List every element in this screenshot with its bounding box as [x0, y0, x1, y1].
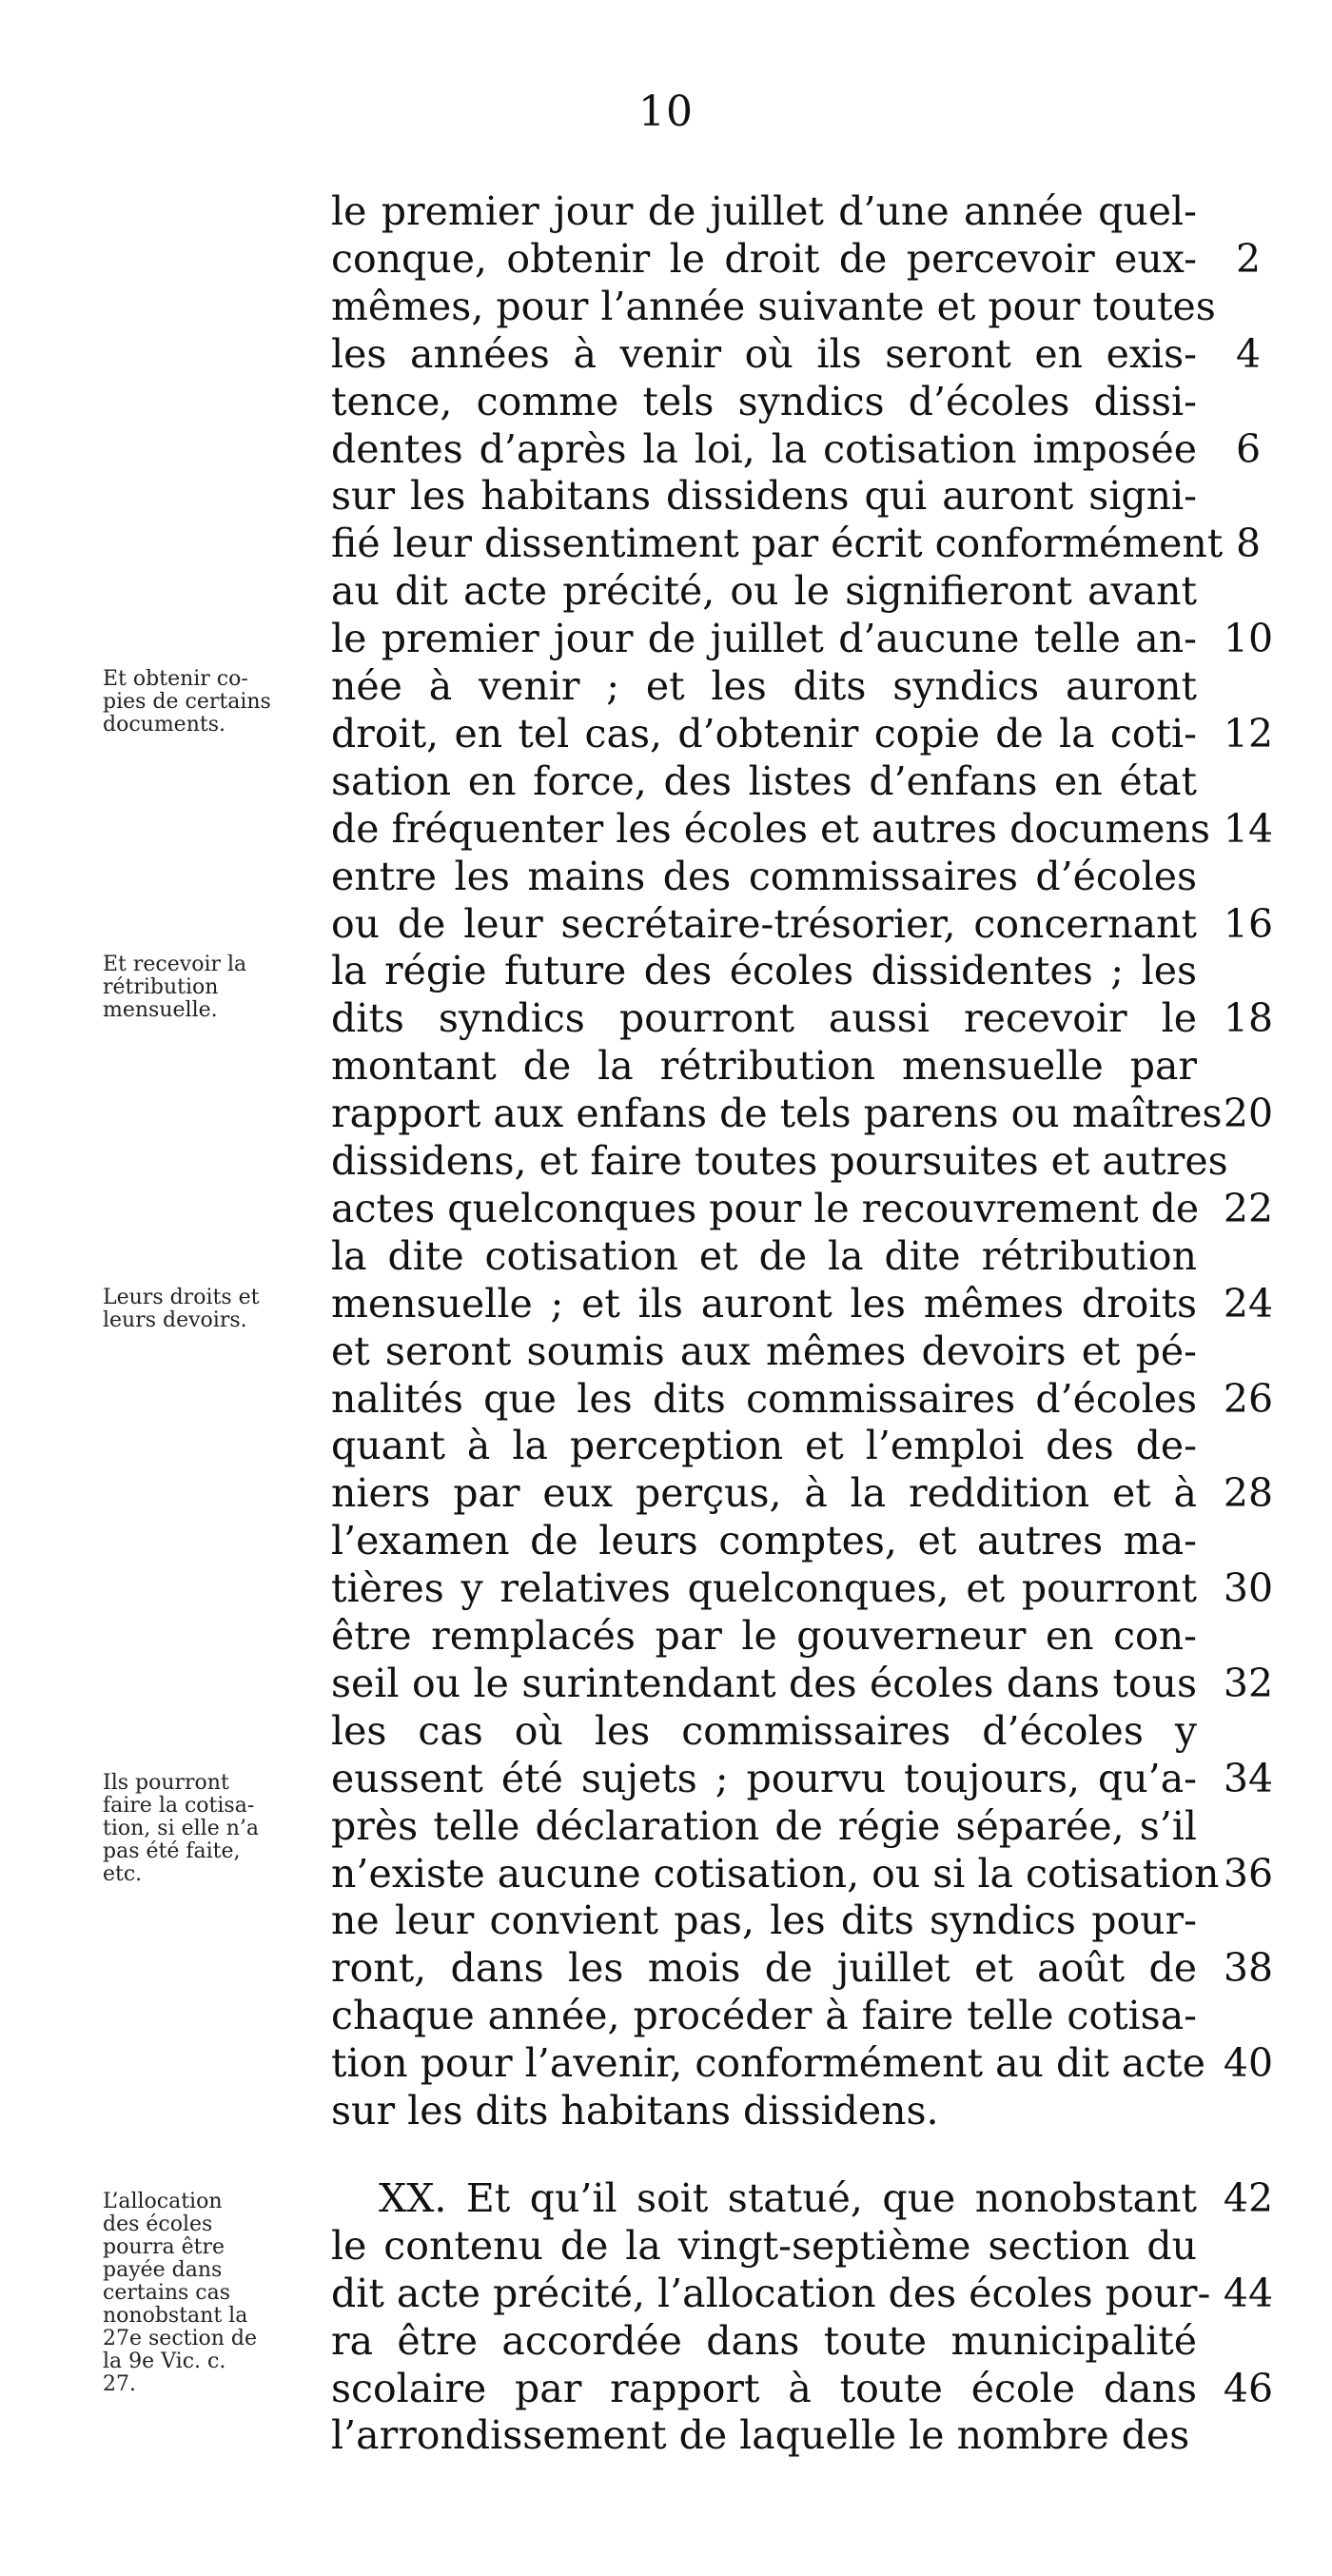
margin-note-line: pourra être — [103, 2235, 225, 2259]
margin-note-line: 27. — [103, 2372, 136, 2396]
margin-note-line: pies de certains — [103, 690, 271, 714]
line-number: 18 — [1223, 995, 1274, 1042]
text-line: de fréquenter les écoles et autres documens — [331, 805, 1211, 852]
text-line: eussent été sujets ; pourvu toujours, qu’a- — [331, 1755, 1197, 1801]
text-line: le premier jour de juillet d’aucune telle an- — [331, 616, 1197, 662]
text-line: rapport aux enfans de tels parens ou maîtres — [331, 1091, 1223, 1137]
margin-note — [103, 668, 317, 737]
text-line: être remplacés par le gouverneur en con- — [331, 1613, 1197, 1659]
line-number: 8 — [1235, 521, 1262, 567]
text-line: mêmes, pour l’année suivante et pour toutes — [331, 283, 1216, 329]
margin-note-line: tion, si elle n’a — [103, 1817, 259, 1840]
text-line: dits syndics pourront aussi recevoir le — [331, 995, 1197, 1042]
line-number: 40 — [1223, 2040, 1274, 2087]
margin-note-line: documents. — [103, 713, 225, 737]
text-line: droit, en tel cas, d’obtenir copie de la coti- — [331, 710, 1197, 757]
line-number: 22 — [1223, 1185, 1274, 1231]
line-number: 30 — [1223, 1565, 1274, 1612]
margin-note-line: leurs devoirs. — [103, 1308, 247, 1332]
text-line: sation en force, des listes d’enfans en état — [331, 757, 1197, 804]
line-number: 38 — [1223, 1945, 1274, 1992]
margin-note-line: la 9e Vic. c. — [103, 2350, 226, 2373]
text-line: née à venir ; et les dits syndics auront — [331, 663, 1197, 709]
text-line: ne leur convient pas, les dits syndics pour- — [331, 1898, 1197, 1944]
text-line: conque, obtenir le droit de percevoir eux- — [331, 235, 1197, 282]
margin-note-line: payée dans — [103, 2258, 223, 2282]
text-line: dentes d’après la loi, la cotisation imposée — [331, 425, 1197, 472]
text-line: dissidens, et faire toutes poursuites et autres — [331, 1138, 1228, 1184]
text-line: tence, comme tels syndics d’écoles dissi- — [331, 378, 1197, 424]
text-line: niers par eux perçus, à la reddition et à — [331, 1470, 1197, 1517]
text-line: n’existe aucune cotisation, ou si la cotisation — [331, 1850, 1220, 1897]
margin-note-line: Et recevoir la — [103, 953, 247, 976]
text-line: l’arrondissement de laquelle le nombre des — [331, 2412, 1190, 2459]
margin-note-line: faire la cotisa- — [103, 1794, 255, 1818]
margin-note — [103, 954, 317, 1022]
line-number: 28 — [1223, 1470, 1274, 1517]
text-line: nalités que les dits commissaires d’écoles — [331, 1375, 1197, 1422]
line-number: 42 — [1223, 2174, 1274, 2221]
text-line: entre les mains des commissaires d’écoles — [331, 853, 1197, 899]
text-line: sur les habitans dissidens qui auront signi- — [331, 473, 1197, 520]
line-number: 46 — [1223, 2365, 1274, 2411]
margin-note — [103, 1287, 317, 1332]
line-number: 2 — [1235, 235, 1262, 282]
text-line: l’examen de leurs comptes, et autres ma- — [331, 1518, 1197, 1564]
line-number: 6 — [1235, 425, 1262, 472]
text-line: XX. Et qu’il soit statué, que nonobstant — [379, 2174, 1197, 2221]
text-line: scolaire par rapport à toute école dans — [331, 2365, 1197, 2411]
line-number: 44 — [1223, 2270, 1274, 2316]
text-line: sur les dits habitans dissidens. — [331, 2088, 939, 2134]
margin-note-line: Et obtenir co- — [103, 667, 248, 691]
text-line: tion pour l’avenir, conformément au dit acte — [331, 2040, 1205, 2087]
margin-note-line: mensuelle. — [103, 998, 218, 1022]
margin-note-line: nonobstant la — [103, 2304, 248, 2328]
margin-note-line: pas été faite, — [103, 1839, 241, 1863]
margin-note-line: 27e section de — [103, 2327, 258, 2350]
text-line: mensuelle ; et ils auront les mêmes droits — [331, 1280, 1197, 1327]
line-number: 36 — [1223, 1850, 1274, 1897]
text-line: dit acte précité, l’allocation des écoles pour- — [331, 2270, 1211, 2316]
line-number: 16 — [1223, 900, 1274, 947]
text-line: ou de leur secrétaire-trésorier, concernant — [331, 900, 1197, 947]
text-line: les années à venir où ils seront en exis- — [331, 330, 1197, 377]
line-number: 10 — [1223, 616, 1274, 662]
margin-note-line: Leurs droits et — [103, 1286, 260, 1309]
text-line: près telle déclaration de régie séparée, s’il — [331, 1802, 1197, 1849]
line-number: 20 — [1223, 1091, 1274, 1137]
text-line: ra être accordée dans toute municipalité — [331, 2317, 1197, 2364]
text-line: ront, dans les mois de juillet et août de — [331, 1945, 1197, 1992]
margin-note-line: des écoles — [103, 2212, 213, 2236]
line-number: 14 — [1223, 805, 1274, 852]
text-line: montant de la rétribution mensuelle par — [331, 1043, 1197, 1090]
margin-note-line: rétribution — [103, 975, 219, 999]
text-line: la dite cotisation et de la dite rétribution — [331, 1232, 1197, 1279]
text-line: seil ou le surintendant des écoles dans tous — [331, 1660, 1197, 1706]
margin-note-line: L’allocation — [103, 2190, 223, 2213]
text-line: actes quelconques pour le recouvrement de — [331, 1185, 1200, 1231]
line-number: 34 — [1223, 1755, 1274, 1801]
margin-note — [103, 1772, 317, 1886]
margin-note — [103, 2191, 317, 2396]
line-number: 26 — [1223, 1375, 1274, 1422]
text-line: et seront soumis aux mêmes devoirs et pé- — [331, 1327, 1197, 1374]
text-line: la régie future des écoles dissidentes ; les — [331, 948, 1197, 994]
margin-note-line: etc. — [103, 1862, 143, 1886]
margin-note-line: Ils pourront — [103, 1771, 229, 1795]
line-number: 24 — [1223, 1280, 1274, 1327]
text-line: quant à la perception et l’emploi des de- — [331, 1423, 1197, 1469]
text-line: au dit acte précité, ou le signifieront avant — [331, 568, 1197, 615]
text-line: les cas où les commissaires d’écoles y — [331, 1707, 1197, 1754]
line-number: 32 — [1223, 1660, 1274, 1706]
line-number: 12 — [1223, 710, 1274, 757]
line-number: 4 — [1235, 330, 1262, 377]
text-line: fié leur dissentiment par écrit conformément — [331, 521, 1224, 567]
text-line: le contenu de la vingt-septième section du — [331, 2222, 1197, 2269]
margin-note-line: certains cas — [103, 2281, 231, 2305]
text-line: tières y relatives quelconques, et pourront — [331, 1565, 1197, 1612]
text-line: le premier jour de juillet d’une année quel- — [331, 188, 1197, 234]
text-line: chaque année, procéder à faire telle cotisa- — [331, 1993, 1197, 2039]
page-number: 10 — [638, 88, 694, 136]
